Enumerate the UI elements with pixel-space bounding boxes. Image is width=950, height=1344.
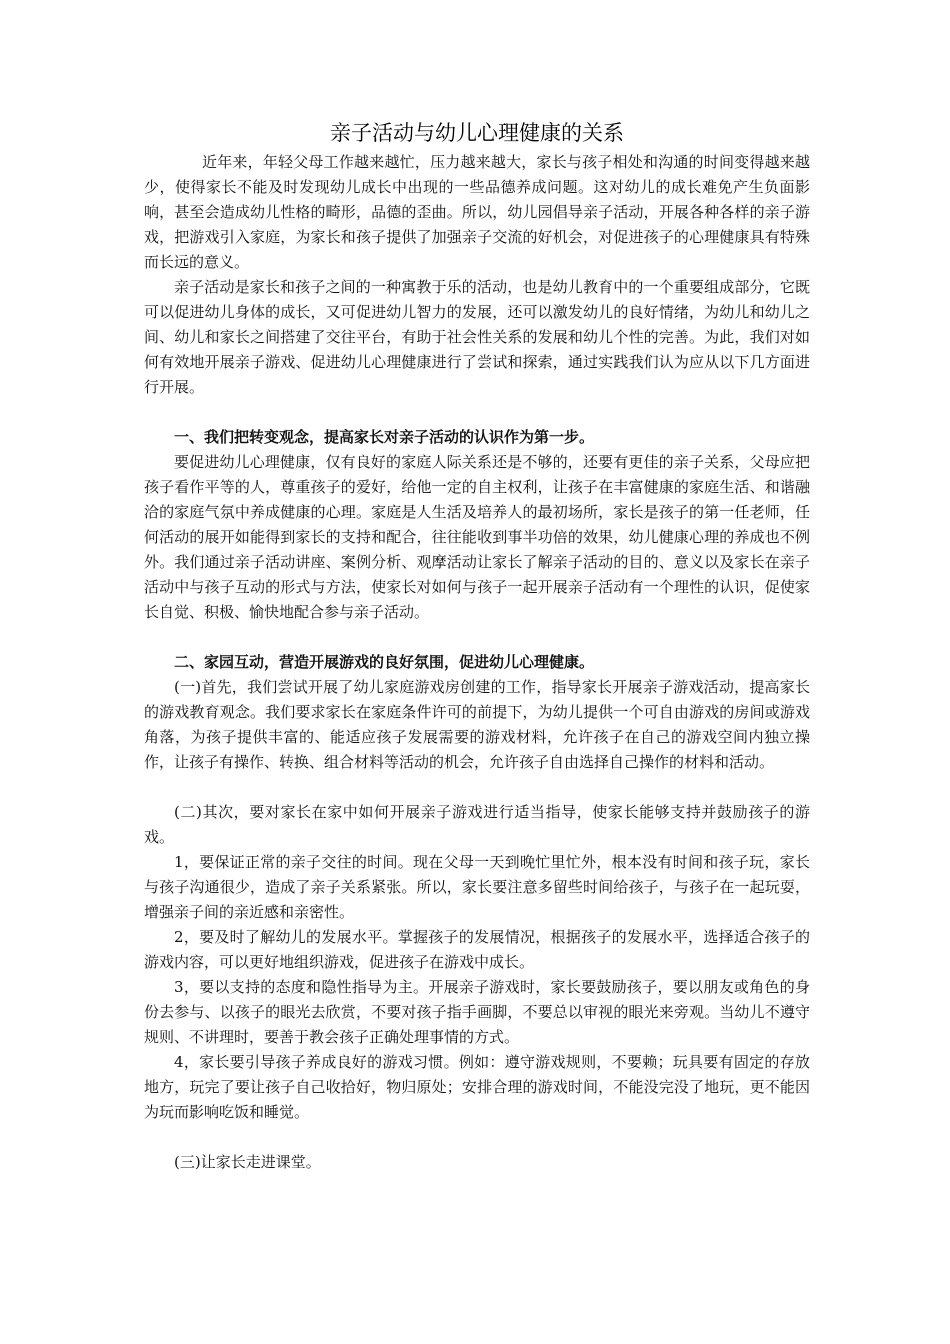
blank-line (144, 625, 810, 650)
section-2-part-1: (一)首先，我们尝试开展了幼儿家庭游戏房创建的工作，指导家长开展亲子游戏活动，提高家长的游戏教育观念。我们要求家长在家庭条件许可的前提下，为幼儿提供一个可自由游戏的房间或游戏角落，为孩子提供丰富的、能适应孩子发展需要的游戏材料，允许孩子在自己的游戏空间内独立操作，让孩子有操作、转换、组合材料等活动的机会，允许孩子自由选择自己操作的材料和活动。 (144, 678, 810, 771)
section-2-item-4: 4，家长要引导孩子养成良好的游戏习惯。例如：遵守游戏规则，不要赖；玩具要有固定的存放地方，玩完了要让孩子自己收拾好，物归原处；安排合理的游戏时间，不能没完没了地玩，更不能因为玩而影响吃饭和睡觉。 (144, 1053, 810, 1121)
section-2-item-3: 3，要以支持的态度和隐性指导为主。开展亲子游戏时，家长要鼓励孩子，要以朋友或角色的身份去参与、以孩子的眼光去欣赏，不要对孩子指手画脚，不要总以审视的眼光来旁观。当幼儿不遵守规则、不讲理时，要善于教会孩子正确处理事情的方式。 (144, 978, 810, 1046)
section-2-part-2: (二)其次，要对家长在家中如何开展亲子游戏进行适当指导，使家长能够支持并鼓励孩子的游戏。 (144, 803, 810, 846)
blank-line (144, 1125, 810, 1150)
document-title: 亲子活动与幼儿心理健康的关系 (330, 121, 624, 145)
section-1-paragraph: 要促进幼儿心理健康，仅有良好的家庭人际关系还是不够的，还要有更佳的亲子关系，父母应把孩子看作平等的人，尊重孩子的爱好，给他一定的自主权利，让孩子在丰富健康的家庭生活、和谐融洽的家庭气氛中养成健康的心理。家庭是人生活及培养人的最初场所，家长是孩子的第一任老师，任何活动的展开如能得到家长的支持和配合，往往能收到事半功倍的效果，幼儿健康心理的养成也不例外。我们通过亲子活动讲座、案例分析、观摩活动让家长了解亲子活动的目的、意义以及家长在亲子活动中与孩子互动的形式与方法，使家长对如何与孩子一起开展亲子活动有一个理性的认识，促使家长自觉、积极、愉快地配合参与亲子活动。 (144, 453, 810, 621)
section-2-item-2: 2，要及时了解幼儿的发展水平。掌握孩子的发展情况，根据孩子的发展水平，选择适合孩子的游戏内容，可以更好地组织游戏，促进孩子在游戏中成长。 (144, 928, 810, 971)
intro-paragraph-2: 亲子活动是家长和孩子之间的一种寓教于乐的活动，也是幼儿教育中的一个重要组成部分，它既可以促进幼儿身体的成长，又可促进幼儿智力的发展，还可以激发幼儿的良好情绪，为幼儿和幼儿之间、幼儿和家长之间搭建了交往平台，有助于社会性关系的发展和幼儿个性的完善。为此，我们对如何有效地开展亲子游戏、促进幼儿心理健康进行了尝试和探索，通过实践我们认为应从以下几方面进行开展。 (144, 278, 810, 396)
document-body (144, 118, 810, 1175)
intro-paragraph-1: 近年来，年轻父母工作越来越忙，压力越来越大，家长与孩子相处和沟通的时间变得越来越少，使得家长不能及时发现幼儿成长中出现的一些品德养成问题。这对幼儿的成长难免产生负面影响，甚至会造成幼儿性格的畸形，品德的歪曲。所以，幼儿园倡导亲子活动，开展各种各样的亲子游戏，把游戏引入家庭，为家长和孩子提供了加强亲子交流的好机会，对促进孩子的心理健康具有特殊而长远的意义。 (144, 153, 810, 271)
blank-line (144, 775, 810, 800)
section-2-heading: 二、家园互动，营造开展游戏的良好氛围，促进幼儿心理健康。 (174, 653, 595, 671)
section-1-heading: 一、我们把转变观念，提高家长对亲子活动的认识作为第一步。 (174, 428, 595, 446)
section-2-part-3: (三)让家长走进课堂。 (174, 1153, 321, 1171)
section-2-item-1: 1，要保证正常的亲子交往的时间。现在父母一天到晚忙里忙外，根本没有时间和孩子玩，家长与孩子沟通很少，造成了亲子关系紧张。所以，家长要注意多留些时间给孩子，与孩子在一起玩耍，增强亲子间的亲近感和亲密性。 (144, 853, 810, 921)
blank-line (144, 400, 810, 425)
